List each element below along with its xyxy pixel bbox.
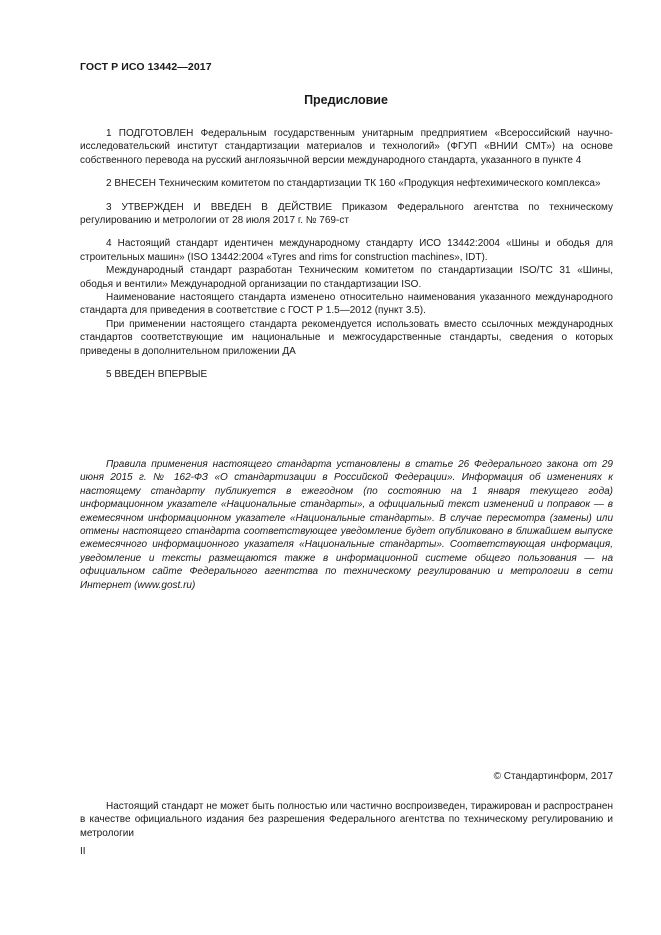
preface-title: Предисловие	[304, 93, 388, 107]
preface-item-4-origin: Международный стандарт разработан Техническим комитетом по стандартизации ISO/TC 31 «Шины, ободья и вентили» Международной организации по стандартизации ISO.	[80, 265, 613, 290]
rights-notice: Настоящий стандарт не может быть полностью или частично воспроизведен, тиражирован и распространен в качестве официального издания без разрешения Федерального агентства по техническому регулированию и метрологии	[80, 801, 613, 839]
copyright: © Стандартинформ, 2017	[493, 771, 613, 782]
preface-body	[80, 127, 613, 382]
preface-item-1: 1 ПОДГОТОВЛЕН Федеральным государственным унитарным предприятием «Всероссийский научно-исследовательский институт стандартизации материалов и технологий» (ФГУП «ВНИИ СМТ») на основе собственного перевода на русский англоязычной версии международного стандарта, указанного в пункте 4	[80, 128, 613, 166]
standard-code: ГОСТ Р ИСО 13442—2017	[80, 61, 212, 73]
preface-item-4-name-change: Наименование настоящего стандарта изменено относительно наименования указанного международного стандарта для приведения в соответствие с ГОСТ Р 1.5—2012 (пункт 3.5).	[80, 292, 613, 317]
application-rules-notice: Правила применения настоящего стандарта установлены в статье 26 Федерального закона от 29 июня 2015 г. № 162-ФЗ «О стандартизации в Российской Федерации». Информация об изменениях к настоящему стандарту публикуется в ежегодном (по состоянию на 1 января текущего года) информационном указателе «Национальные стандарты», а официальный текст изменений и поправок — в ежемесячном информационном указателе «Национальные стандарты». В случае пересмотра (замены) или отмены настоящего стандарта соответствующее уведомление будет опубликовано в ближайшем выпуске ежемесячного информационного указателя «Национальные стандарты». Соответствующая информация, уведомление и тексты размещаются также в информационной системе общего пользования — на официальном сайте Федерального агентства по техническому регулированию и метрологии в сети Интернет (www.gost.ru)	[80, 459, 613, 591]
preface-item-5: 5 ВВЕДЕН ВПЕРВЫЕ	[106, 369, 208, 381]
preface-item-4-references: При применении настоящего стандарта рекомендуется использовать вместо ссылочных международных стандартов соответствующие им национальные и межгосударственные стандарты, сведения о которых приведены в дополнительном приложении ДА	[80, 318, 613, 357]
preface-item-3: 3 УТВЕРЖДЕН И ВВЕДЕН В ДЕЙСТВИЕ Приказом Федерального агентства по техническому регулированию и метрологии от 28 июля 2017 г. № 769-ст	[80, 201, 613, 227]
preface-item-4: 4 Настоящий стандарт идентичен международному стандарту ИСО 13442:2004 «Шины и ободья для строительных машин» (ISO 13442:2004 «Tyres and rims for construction machines», IDT).	[80, 238, 613, 263]
page-number: II	[80, 846, 86, 857]
preface-item-2: 2 ВНЕСЕН Техническим комитетом по стандартизации ТК 160 «Продукция нефтехимического комплекса»	[106, 178, 601, 190]
